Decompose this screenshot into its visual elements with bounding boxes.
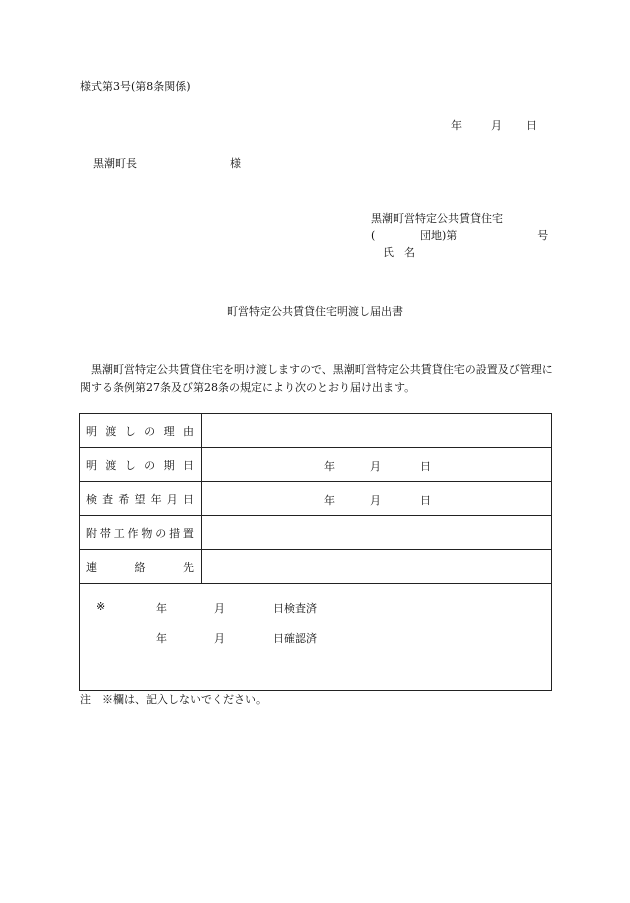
- office-use-area: [80, 584, 552, 691]
- label-char: 渡: [105, 458, 117, 472]
- applicant-danchi-label: 団地)第: [420, 229, 458, 242]
- row-label-fixtures: [80, 516, 202, 550]
- addressee-honorific: 様: [230, 157, 241, 170]
- office-line2-status: 日確認済: [273, 632, 317, 645]
- office-line2-year: 年: [156, 632, 167, 645]
- label-char: 工: [113, 526, 125, 540]
- vacate-month-label: 月: [370, 460, 381, 473]
- date-year-label: 年: [451, 119, 462, 132]
- label-char: の: [144, 424, 156, 438]
- inspection-day-label: 日: [420, 494, 431, 507]
- vacate-year-label: 年: [324, 460, 335, 473]
- label-char: 望: [134, 492, 146, 506]
- label-char: 物: [141, 526, 153, 540]
- label-char: し: [124, 458, 136, 472]
- row-label-vacate-date: [80, 448, 202, 482]
- form-number: 様式第3号(第8条関係): [80, 80, 191, 93]
- table-row: [80, 516, 552, 550]
- table-row: [80, 550, 552, 584]
- label-char: 附: [86, 526, 97, 540]
- contact-label-1: 連: [86, 560, 97, 574]
- addressee-mayor: 黒潮町長: [93, 157, 137, 170]
- footnote: 注 ※欄は、記入しないでください。: [80, 693, 267, 706]
- label-char: 期: [163, 458, 175, 472]
- inspection-month-label: 月: [370, 494, 381, 507]
- contact-label-2: 絡: [134, 560, 146, 574]
- label-spread: [86, 525, 194, 541]
- office-line2-month: 月: [214, 632, 225, 645]
- date-month-label: 月: [491, 119, 502, 132]
- inspection-year-label: 年: [324, 494, 335, 507]
- office-line1-month: 月: [214, 602, 225, 615]
- row-label-inspection-date: [80, 482, 202, 516]
- row-label-reason: [80, 414, 202, 448]
- fixtures-input[interactable]: [202, 516, 552, 550]
- applicant-housing-name: 黒潮町営特定公共賃貸住宅: [371, 212, 503, 225]
- label-char: 日: [182, 492, 194, 506]
- label-char: 理: [163, 424, 175, 438]
- label-char: 由: [182, 424, 194, 438]
- table-row: [80, 482, 552, 516]
- label-char: 措: [169, 526, 181, 540]
- label-char: の: [144, 458, 156, 472]
- label-spread: [86, 423, 194, 439]
- applicant-block: [371, 212, 548, 263]
- addressee: [93, 157, 241, 171]
- submission-date: [451, 119, 537, 133]
- reason-input[interactable]: [202, 414, 552, 448]
- applicant-number-suffix: 号: [537, 229, 549, 242]
- vacate-date-input[interactable]: [202, 448, 552, 482]
- label-char: 置: [182, 526, 194, 540]
- label-char: 検: [86, 492, 97, 506]
- label-char: し: [124, 424, 136, 438]
- label-char: 帯: [99, 526, 111, 540]
- label-spread: [86, 457, 194, 473]
- body-text: 黒潮町営特定公共賃貸住宅を明け渡しますので、黒潮町営特定公共賃貸住宅の設置及び管理に関する条例第27条及び第28条の規定により次のとおり届け出ます。: [80, 363, 553, 394]
- label-char: 明: [86, 458, 97, 472]
- form-table: [79, 413, 552, 691]
- label-spread: [86, 559, 194, 575]
- office-mark: ※: [96, 600, 106, 613]
- label-char: 日: [182, 458, 194, 472]
- table-row: [80, 584, 552, 691]
- applicant-name-label: 氏名: [383, 246, 425, 259]
- document-title: 町営特定公共賃貸住宅明渡し届出書: [227, 305, 403, 318]
- label-char: 明: [86, 424, 97, 438]
- office-line1-year: 年: [156, 602, 167, 615]
- contact-input[interactable]: [202, 550, 552, 584]
- applicant-number-blank[interactable]: [457, 229, 537, 246]
- table-row: [80, 414, 552, 448]
- label-char: 作: [127, 526, 139, 540]
- applicant-danchi-row: [371, 229, 548, 246]
- table-row: [80, 448, 552, 482]
- vacate-day-label: 日: [420, 460, 431, 473]
- label-char: 希: [118, 492, 130, 506]
- inspection-date-input[interactable]: [202, 482, 552, 516]
- contact-label-3: 先: [183, 560, 194, 574]
- date-day-label: 日: [526, 119, 537, 132]
- label-char: 年: [150, 492, 162, 506]
- row-label-contact: [80, 550, 202, 584]
- office-line1-status: 日検査済: [273, 602, 317, 615]
- label-char: 査: [102, 492, 114, 506]
- applicant-open-paren: (: [371, 229, 376, 242]
- label-char: 渡: [105, 424, 117, 438]
- label-spread: [86, 491, 194, 507]
- label-char: 月: [166, 492, 178, 506]
- label-char: の: [155, 526, 167, 540]
